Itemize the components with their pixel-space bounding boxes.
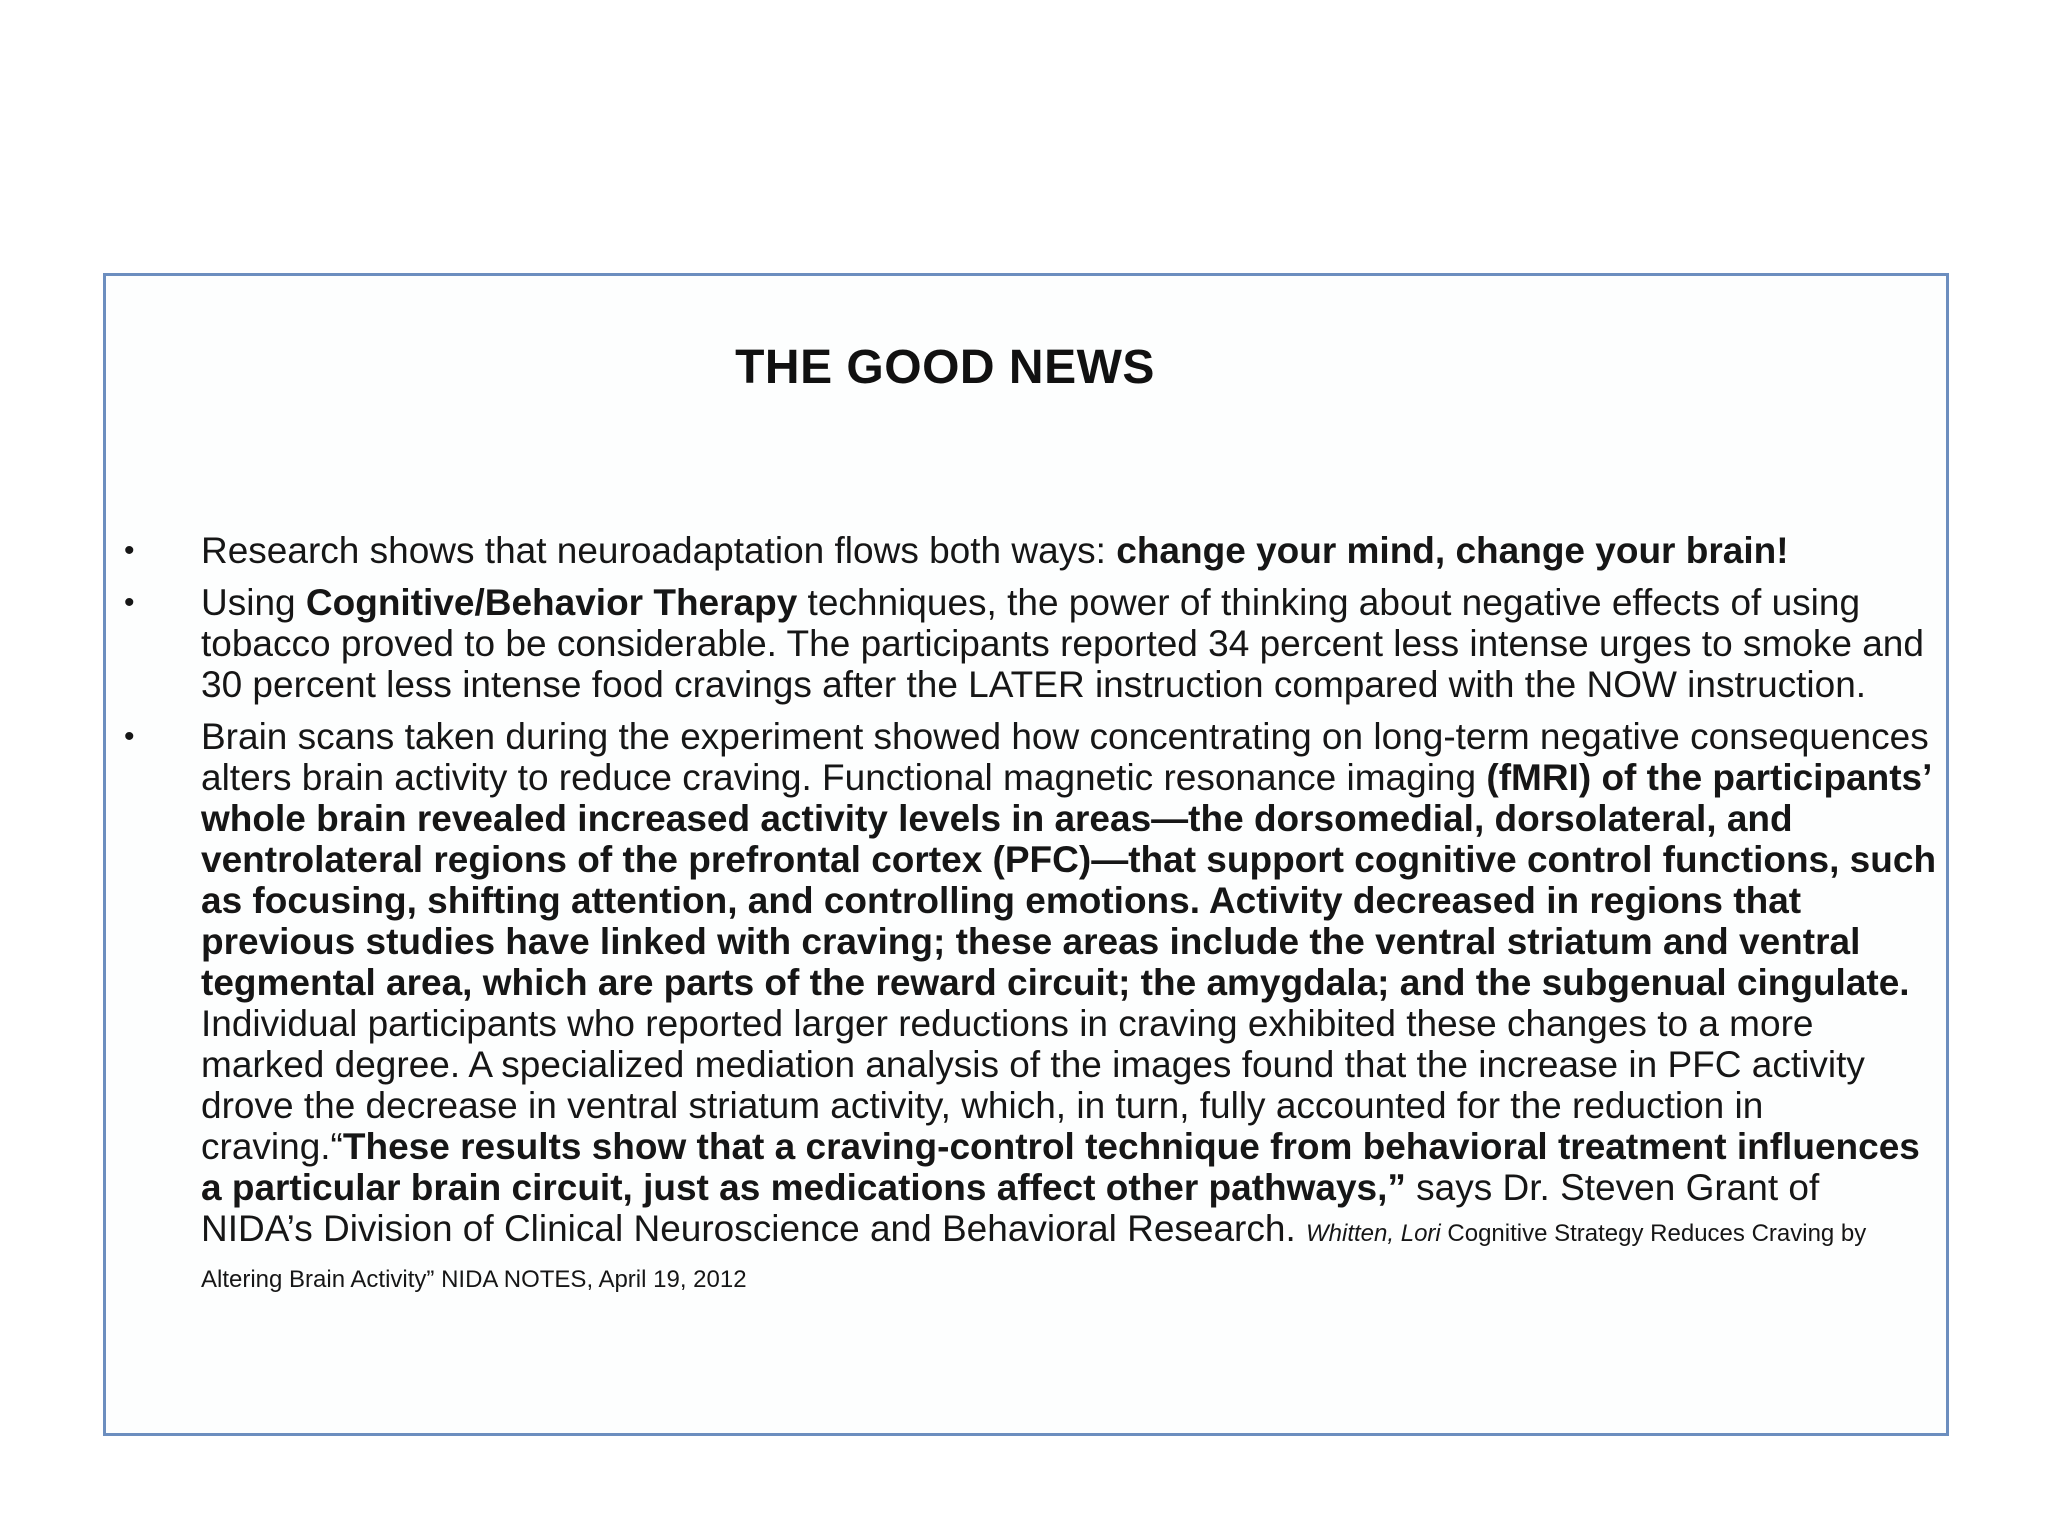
- bullet-2-text-a: Using: [201, 582, 306, 623]
- bullet-3-text-b: Individual participants who reported larger reductions in craving exhibited these changes to a more marked degree. A specialized mediation analysis of the images found that the increase in PFC activity drove the decrease in ventral striatum activity, which, in turn, fully accounted for the reduction in craving.“: [201, 1003, 1865, 1167]
- bullet-marker: •: [124, 586, 135, 619]
- citation-text: Cognitive Strategy Reduces Craving by Altering Brain Activity” NIDA NOTES, April 19, 2012: [201, 1220, 1867, 1293]
- bullet-1-text: Research shows that neuroadaptation flows both ways:: [201, 530, 1117, 571]
- bullet-1-emphasis: change your mind, change your brain!: [1116, 530, 1789, 571]
- bullet-3-text-c: says Dr. Steven Grant of NIDA’s Division of Clinical Neuroscience and Behavioral Research.: [201, 1167, 1820, 1249]
- citation-author: Whitten, Lori: [1306, 1220, 1441, 1247]
- slide-title: THE GOOD NEWS: [735, 341, 1155, 394]
- bullet-list: [110, 530, 1940, 1311]
- bullet-item-2: [110, 582, 1940, 705]
- bullet-3-text-a: Brain scans taken during the experiment showed how concentrating on long-term negative consequences alters brain activity to reduce craving. Functional magnetic resonance imaging: [201, 716, 1929, 798]
- bullet-marker: •: [124, 534, 135, 567]
- bullet-3-emphasis-b: These results show that a craving-control technique from behavioral treatment influences a particular brain circuit, just as medications affect other pathways,”: [201, 1126, 1920, 1208]
- bullet-2-emphasis: Cognitive/Behavior Therapy: [305, 582, 798, 623]
- bullet-3-emphasis-a: (fMRI) of the participants’ whole brain revealed increased activity levels in areas—the dorsomedial, dorsolateral, and ventrolateral regions of the prefrontal cortex (PFC)—that support cognitive control functions, such as focusing, shifting attention, and controlling emotions. Activity decreased in regions that previous studies have linked with craving; these areas include the ventral striatum and ventral tegmental area, which are parts of the reward circuit; the amygdala; and the subgenual cingulate.: [201, 757, 1937, 1003]
- bullet-item-3: [110, 716, 1940, 1300]
- bullet-marker: •: [124, 720, 135, 753]
- bullet-item-1: [110, 530, 1940, 571]
- bullet-2-text-b: techniques, the power of thinking about negative effects of using tobacco proved to be considerable. The participants reported 34 percent less intense urges to smoke and 30 percent less intense food cravings after the LATER instruction compared with the NOW instruction.: [201, 582, 1924, 705]
